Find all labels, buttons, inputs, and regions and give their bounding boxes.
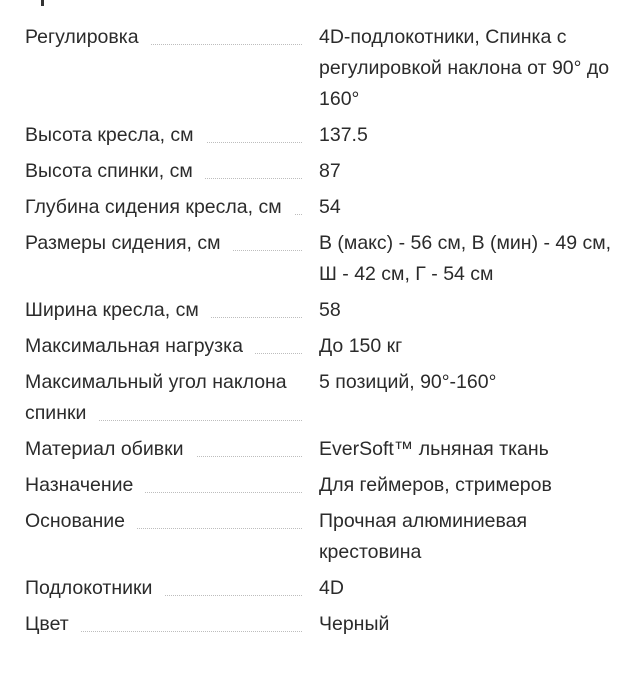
spec-name (25, 192, 302, 223)
spec-row-upholstery (25, 434, 615, 465)
spec-row-back-height (25, 156, 615, 187)
spec-row-max-recline (25, 367, 615, 429)
spec-name-text: Основание (25, 510, 137, 532)
spec-value: Для геймеров, стримеров (319, 474, 552, 496)
spec-name (25, 434, 302, 465)
spec-name (25, 609, 302, 640)
spec-name-text: Материал обивки (25, 438, 196, 460)
spec-row-base (25, 506, 615, 568)
spec-row-adjustment (25, 22, 615, 115)
spec-name (25, 506, 302, 537)
spec-value: 4D-подлокотники, Спинка с регулировкой наклона от 90° до 160° (319, 26, 610, 110)
spec-name-text: Максимальный угол наклона спинки (25, 371, 287, 424)
spec-name (25, 367, 302, 429)
spec-value: 58 (319, 299, 341, 321)
spec-row-chair-width (25, 295, 615, 326)
spec-name-text: Цвет (25, 613, 81, 635)
spec-name (25, 331, 302, 362)
spec-value: 54 (319, 196, 341, 218)
spec-name-text: Глубина сидения кресла, см (25, 196, 294, 218)
spec-row-purpose (25, 470, 615, 501)
spec-value: 87 (319, 160, 341, 182)
spec-row-seat-dimensions (25, 228, 615, 290)
spec-name-text: Подлокотники (25, 577, 164, 599)
spec-name (25, 22, 302, 53)
spec-name-text: Высота кресла, см (25, 124, 206, 146)
spec-row-color (25, 609, 615, 640)
spec-value: 5 позиций, 90°-160° (319, 371, 497, 393)
cropped-heading-fragment (41, 0, 44, 6)
spec-value: 4D (319, 577, 344, 599)
spec-name-text: Размеры сидения, см (25, 232, 233, 254)
spec-name-text: Назначение (25, 474, 145, 496)
spec-name (25, 156, 302, 187)
spec-name (25, 120, 302, 151)
spec-row-seat-depth (25, 192, 615, 223)
spec-name-text: Ширина кресла, см (25, 299, 211, 321)
spec-value: Черный (319, 613, 390, 635)
spec-value: Прочная алюминиевая крестовина (319, 510, 528, 563)
spec-value: До 150 кг (319, 335, 403, 357)
spec-row-max-load (25, 331, 615, 362)
spec-name (25, 470, 302, 501)
spec-row-armrests (25, 573, 615, 604)
specifications-list (25, 22, 615, 645)
spec-name (25, 228, 302, 259)
spec-row-chair-height (25, 120, 615, 151)
spec-name (25, 573, 302, 604)
spec-name-text: Максимальная нагрузка (25, 335, 255, 357)
spec-name-text: Регулировка (25, 26, 151, 48)
spec-value: EverSoft™ льняная ткань (319, 438, 549, 460)
spec-value: В (макс) - 56 см, В (мин) - 49 см, Ш - 42 см, Г - 54 см (319, 232, 612, 285)
spec-name-text: Высота спинки, см (25, 160, 205, 182)
spec-name (25, 295, 302, 326)
spec-value: 137.5 (319, 124, 368, 146)
